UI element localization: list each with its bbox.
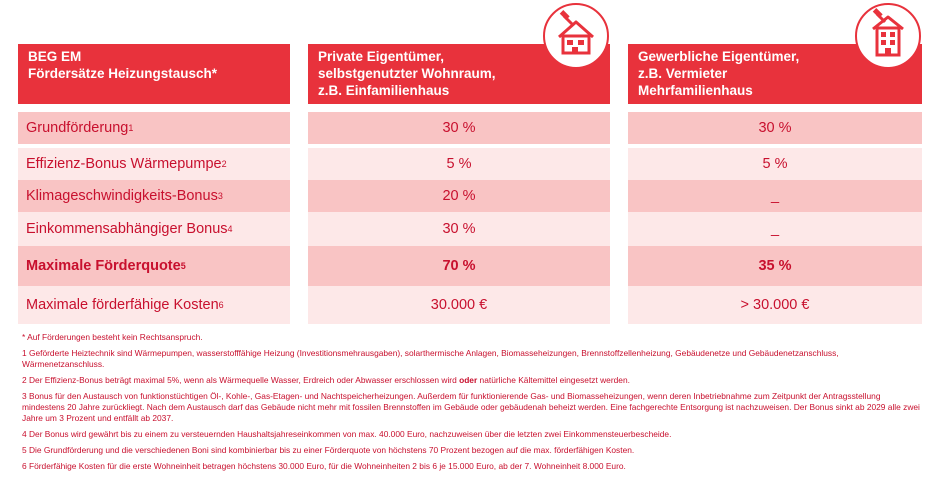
table-row <box>18 112 922 144</box>
apartment-building-icon <box>855 3 921 69</box>
footnote-6: 6 Förderfähige Kosten für die erste Wohneinheit betragen höchstens 30.000 Euro, für die Wohneinheiten 2 bis 6 je 15.000 Euro, ab der 7. Wohneinheit 8.000 Euro. <box>22 461 626 471</box>
row-label: Maximale Förderquote 5 <box>18 246 290 286</box>
private-value: 20 % <box>308 180 610 212</box>
footnote-1: 1 Geförderte Heiztechnik sind Wärmepumpen, wasserstofffähige Heizung (Investitionsmehrausgaben), solarthermische Anlagen, Biomasseheizungen, Brennstoffzellenheizung, Gebäudenetze und Gebäudenetzanschluss, Wärmenetzanschluss. <box>22 348 839 369</box>
header-line: Fördersätze Heizungstausch* <box>28 66 218 81</box>
table-row <box>18 212 922 246</box>
commercial-value: _ <box>628 212 922 246</box>
header-line: Private Eigentümer, <box>318 49 445 64</box>
header-line: BEG EM <box>28 49 82 64</box>
commercial-value: 30 % <box>628 112 922 144</box>
table-header <box>18 44 922 104</box>
header-title-cell <box>18 44 290 104</box>
row-label: Effizienz-Bonus Wärmepumpe 2 <box>18 148 290 180</box>
house-icon <box>543 3 609 69</box>
header-line: Mehrfamilienhaus <box>638 83 753 98</box>
table-row <box>18 148 922 180</box>
footnote-star: * Auf Förderungen besteht kein Rechtsanspruch. <box>22 332 203 342</box>
private-value: 5 % <box>308 148 610 180</box>
header-line: z.B. Einfamilienhaus <box>318 83 450 98</box>
commercial-value: 35 % <box>628 246 922 286</box>
footnote-5: 5 Die Grundförderung und die verschiedenen Boni sind kombinierbar bis zu einer Förderquote von höchstens 70 Prozent bezogen auf die max. förderfähigen Kosten. <box>22 445 635 455</box>
header-line: Gewerbliche Eigentümer, <box>638 49 800 64</box>
table-row <box>18 180 922 212</box>
row-label: Grundförderung 1 <box>18 112 290 144</box>
private-value: 70 % <box>308 246 610 286</box>
row-label: Klimageschwindigkeits-Bonus 3 <box>18 180 290 212</box>
row-label: Einkommensabhängiger Bonus 4 <box>18 212 290 246</box>
private-value: 30 % <box>308 212 610 246</box>
private-value: 30.000 € <box>308 286 610 324</box>
footnote-3: 3 Bonus für den Austausch von funktionstüchtigen Öl-, Kohle-, Gas-Etagen- und Nachtspeicherheizungen. Außerdem für funktionierende Gas- und Biomasseheizungen, wenn deren Inbetriebnahme zum Zeitpunkt der Antragsstellung mindestens 20 Jahre zurückliegt. Nach dem Austausch darf das Gebäude nicht mehr mit fossilen Brennstoffen im Gebäude oder gebäudenah beheizt werden. Eine fachgerechte Entsorgung ist nachzuweisen. Der Bonus sinkt ab 2029 alle zwei Jahre um 3 Prozent und entfällt ab 2037. <box>22 391 920 423</box>
private-value: 30 % <box>308 112 610 144</box>
footnote-2: 2 Der Effizienz-Bonus beträgt maximal 5%, wenn als Wärmequelle Wasser, Erdreich oder Abwasser erschlossen wird oder natürliche Kältemittel eingesetzt werden. <box>22 375 630 385</box>
header-line: z.B. Vermieter <box>638 66 728 81</box>
commercial-value: > 30.000 € <box>628 286 922 324</box>
footnotes <box>22 332 922 477</box>
footnote-4: 4 Der Bonus wird gewährt bis zu einem zu versteuernden Haushaltsjahreseinkommen von max. 40.000 Euro, nachzuweisen über die letzten zwei Einkommensteuerbescheide. <box>22 429 672 439</box>
header-line: selbstgenutzter Wohnraum, <box>318 66 496 81</box>
commercial-value: _ <box>628 180 922 212</box>
commercial-value: 5 % <box>628 148 922 180</box>
table-row <box>18 286 922 324</box>
table-row <box>18 246 922 286</box>
row-label: Maximale förderfähige Kosten 6 <box>18 286 290 324</box>
